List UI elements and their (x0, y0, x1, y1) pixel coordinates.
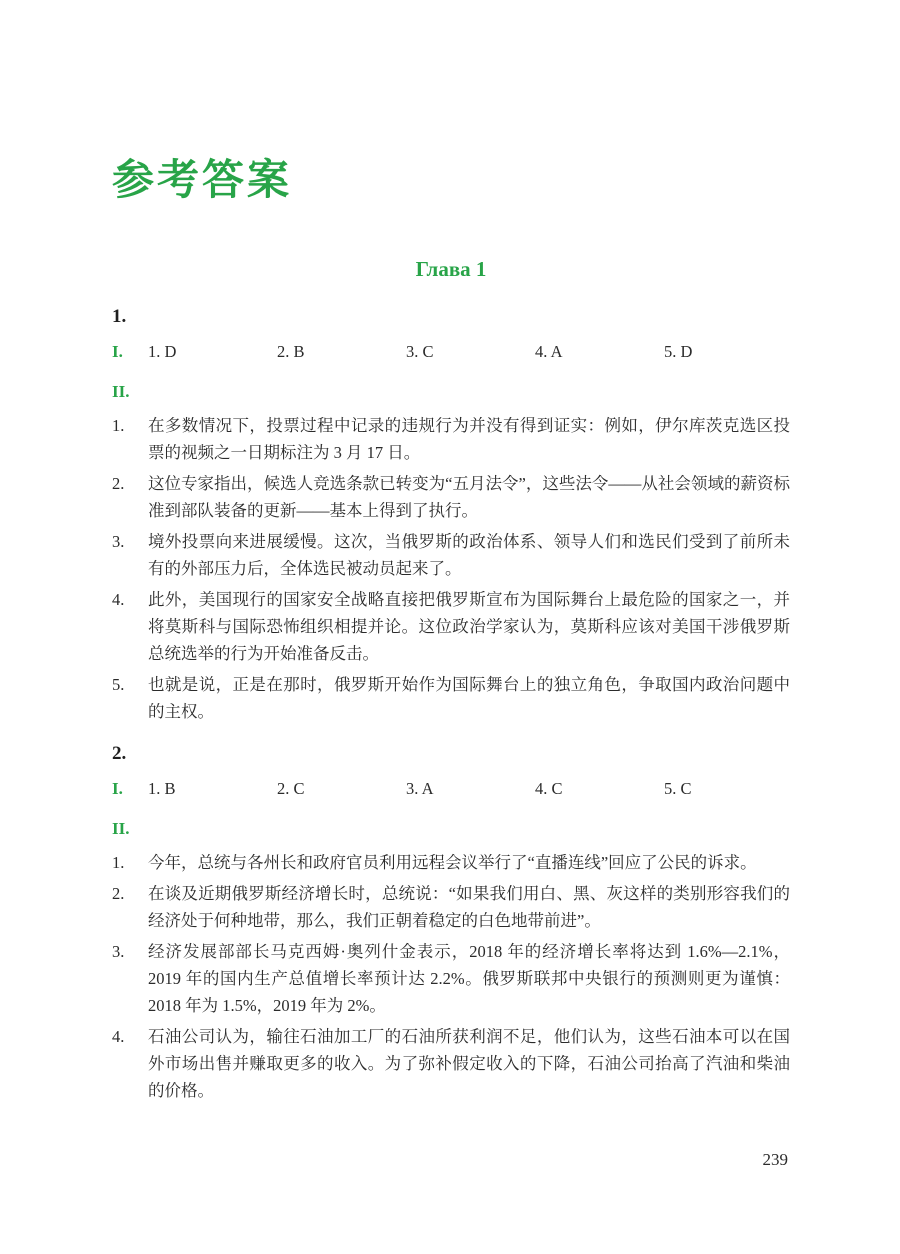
page-number: 239 (762, 1150, 788, 1169)
item-number: 4. (112, 1027, 125, 1046)
item-text: 石油公司认为，输往石油加工厂的石油所获利润不足，他们认为，这些石油本可以在国外市场出售并赚取更多的收入。为了弥补假定收入的下降，石油公司抬高了汽油和柴油的价格。 (148, 1027, 790, 1100)
part-one-label: I. (112, 342, 123, 361)
item-text: 在谈及近期俄罗斯经济增长时，总统说：“如果我们用白、黑、灰这样的类别形容我们的经济处于何种地带，那么，我们正朝着稳定的白色地带前进”。 (148, 884, 790, 930)
item-text: 今年，总统与各州长和政府官员利用远程会议举行了“直播连线”回应了公民的诉求。 (148, 853, 757, 872)
choice-answer: 1. D (148, 342, 177, 361)
answer-item (112, 470, 790, 524)
item-text: 经济发展部部长马克西姆·奥列什金表示，2018 年的经济增长率将达到 1.6%—2.1%，2019 年的国内生产总值增长率预计达 2.2%。俄罗斯联邦中央银行的预测则更为谨慎：2018 年为 1.5%，2019 年为 2%。 (148, 942, 790, 1015)
choice-answer: 3. A (406, 779, 434, 798)
item-number: 3. (112, 532, 125, 551)
part-two-label: II. (112, 819, 130, 838)
answer-item (112, 1023, 790, 1104)
item-number: 4. (112, 590, 125, 609)
answer-list (112, 412, 790, 725)
section-1 (112, 306, 790, 725)
item-number: 3. (112, 942, 125, 961)
item-number: 2. (112, 474, 125, 493)
choice-answer: 1. B (148, 779, 176, 798)
choice-answer: 5. D (664, 342, 693, 361)
part-two-label: II. (112, 382, 130, 401)
chapter-heading: Глава 1 (415, 257, 487, 281)
answer-item (112, 880, 790, 934)
item-text: 在多数情况下，投票过程中记录的违规行为并没有得到证实：例如，伊尔库茨克选区投票的视频之一日期标注为 3 月 17 日。 (148, 416, 790, 462)
item-number: 1. (112, 853, 125, 872)
choice-answer: 4. A (535, 342, 563, 361)
item-number: 2. (112, 884, 125, 903)
item-number: 1. (112, 416, 125, 435)
item-text: 也就是说，正是在那时，俄罗斯开始作为国际舞台上的独立角色，争取国内政治问题中的主权。 (148, 675, 790, 721)
item-number: 5. (112, 675, 125, 694)
answer-item (112, 849, 790, 876)
answer-item (112, 528, 790, 582)
multiple-choice-row (112, 777, 790, 801)
choice-answer: 5. C (664, 779, 692, 798)
choice-answer: 3. C (406, 342, 434, 361)
part-one-label: I. (112, 779, 123, 798)
answer-item (112, 671, 790, 725)
answer-item (112, 412, 790, 466)
answer-list (112, 849, 790, 1104)
item-text: 此外，美国现行的国家安全战略直接把俄罗斯宣布为国际舞台上最危险的国家之一，并将莫斯科与国际恐怖组织相提并论。这位政治学家认为，莫斯科应该对美国干涉俄罗斯总统选举的行为开始准备反击。 (148, 590, 790, 663)
choice-answer: 2. C (277, 779, 305, 798)
choice-answer: 4. C (535, 779, 563, 798)
page-title: 参考答案 (112, 156, 293, 203)
section-2 (112, 743, 790, 1104)
choice-answer: 2. B (277, 342, 305, 361)
section-number: 2. (112, 743, 127, 764)
section-number: 1. (112, 306, 127, 327)
answer-item (112, 938, 790, 1019)
item-text: 境外投票向来进展缓慢。这次，当俄罗斯的政治体系、领导人们和选民们受到了前所未有的外部压力后，全体选民被动员起来了。 (148, 532, 790, 578)
multiple-choice-row (112, 340, 790, 364)
item-text: 这位专家指出，候选人竞选条款已转变为“五月法令”，这些法令——从社会领域的薪资标准到部队装备的更新——基本上得到了执行。 (148, 474, 790, 520)
answer-item (112, 586, 790, 667)
